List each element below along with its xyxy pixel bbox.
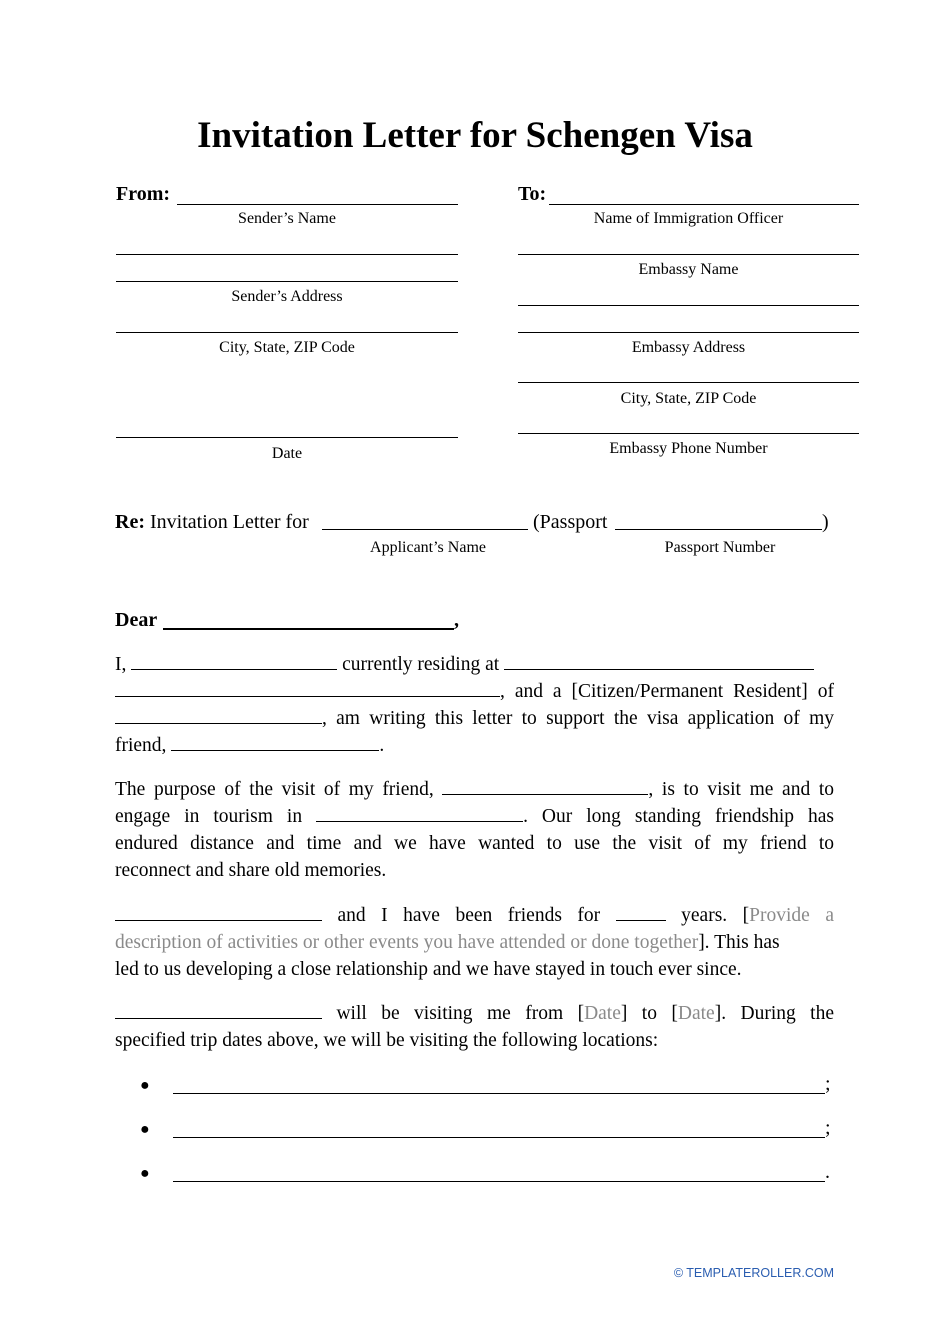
- re-line: [115, 510, 309, 534]
- bullet-icon: ●: [140, 1077, 150, 1094]
- embassy-city-line[interactable]: [518, 382, 859, 383]
- from-label: From:: [116, 183, 171, 205]
- location-end-3: .: [825, 1161, 830, 1183]
- sender-name-caption: Sender’s Name: [238, 210, 336, 227]
- country-blank-2[interactable]: [316, 804, 523, 822]
- p2-text: . Our long standing friendship has: [523, 806, 834, 827]
- years-blank[interactable]: [616, 903, 666, 921]
- to-label: To:: [518, 183, 547, 205]
- p3-text: led to us developing a close relationship and we have stayed in touch ever since.: [115, 959, 742, 980]
- paragraph-1: [115, 651, 834, 759]
- location-end-1: ;: [825, 1073, 831, 1095]
- p4-text: specified trip dates above, we will be visiting the following locations:: [115, 1030, 659, 1051]
- passport-number-line[interactable]: [615, 529, 822, 530]
- sender-address-line-1[interactable]: [116, 254, 458, 255]
- embassy-name-caption: Embassy Name: [638, 261, 739, 278]
- p3-text: years. [: [681, 905, 750, 926]
- location-line-1[interactable]: [173, 1093, 825, 1094]
- bullet-icon: ●: [140, 1165, 150, 1182]
- recipient-name-line[interactable]: [163, 628, 454, 630]
- p1-text: , am writing this letter to support the visa application of my: [322, 708, 834, 729]
- inviter-name-blank[interactable]: [131, 652, 337, 670]
- sender-address-caption: Sender’s Address: [231, 288, 343, 305]
- sender-city-line[interactable]: [116, 332, 458, 333]
- re-text: Invitation Letter for: [149, 511, 309, 533]
- residence-blank-2[interactable]: [115, 679, 500, 697]
- p4-text: ]. During the: [714, 1003, 834, 1024]
- applicant-name-line[interactable]: [322, 529, 528, 530]
- country-blank[interactable]: [115, 706, 322, 724]
- residence-blank[interactable]: [504, 652, 814, 670]
- embassy-phone-line[interactable]: [518, 433, 859, 434]
- dear-label: Dear: [115, 609, 158, 631]
- passport-number-caption: Passport Number: [664, 539, 776, 556]
- passport-open: (Passport: [533, 511, 608, 533]
- friend-name-blank-4[interactable]: [115, 1001, 322, 1019]
- document-title: Invitation Letter for Schengen Visa: [197, 115, 753, 156]
- p3-hint: Provide a: [749, 905, 834, 926]
- p2-text: , is to visit me and to: [648, 779, 835, 800]
- p4-text: ] to [: [620, 1003, 678, 1024]
- sender-city-caption: City, State, ZIP Code: [219, 339, 355, 356]
- p1-text: .: [379, 735, 385, 756]
- start-date-hint: Date: [584, 1003, 621, 1024]
- sender-address-line-2[interactable]: [116, 281, 458, 282]
- location-item-3: [140, 1160, 150, 1186]
- end-date-hint: Date: [677, 1003, 715, 1024]
- p2-text: endured distance and time and we have wanted to use the visit of my friend to: [115, 833, 834, 854]
- embassy-address-line-2[interactable]: [518, 332, 859, 333]
- passport-close: ): [822, 511, 829, 533]
- p1-text: , and a [Citizen/Permanent Resident] of: [500, 681, 834, 702]
- sender-name-line[interactable]: [177, 204, 458, 205]
- location-end-2: ;: [825, 1117, 831, 1139]
- embassy-name-line[interactable]: [518, 254, 859, 255]
- p3-hint: description of activities or other events you have attended or done together: [115, 932, 699, 953]
- location-item-1: [140, 1072, 150, 1098]
- bullet-icon: ●: [140, 1121, 150, 1138]
- p1-text: currently residing at: [342, 654, 500, 675]
- p1-text: I,: [115, 654, 127, 675]
- p2-text: reconnect and share old memories.: [115, 860, 387, 881]
- location-line-3[interactable]: [173, 1181, 825, 1182]
- footer-link[interactable]: © TEMPLATEROLLER.COM: [673, 1266, 834, 1280]
- friend-name-blank[interactable]: [171, 733, 379, 751]
- location-line-2[interactable]: [173, 1137, 825, 1138]
- date-caption: Date: [271, 445, 303, 462]
- re-label: Re:: [115, 511, 145, 533]
- p3-text: ]. This has: [698, 932, 780, 953]
- date-line[interactable]: [116, 437, 458, 438]
- officer-line[interactable]: [549, 204, 859, 205]
- location-item-2: [140, 1116, 150, 1142]
- embassy-address-line-1[interactable]: [518, 305, 859, 306]
- p1-text: friend,: [115, 735, 167, 756]
- applicant-name-caption: Applicant’s Name: [370, 539, 486, 556]
- p2-text: The purpose of the visit of my friend,: [115, 779, 434, 800]
- p2-text: engage in tourism in: [115, 806, 303, 827]
- embassy-address-caption: Embassy Address: [631, 339, 746, 356]
- embassy-city-caption: City, State, ZIP Code: [620, 390, 757, 407]
- dear-comma: ,: [454, 609, 459, 631]
- p4-text: will be visiting me from [: [336, 1003, 585, 1024]
- paragraph-2: [115, 776, 834, 884]
- officer-caption: Name of Immigration Officer: [593, 210, 784, 227]
- friend-name-blank-3[interactable]: [115, 903, 322, 921]
- embassy-phone-caption: Embassy Phone Number: [609, 440, 768, 457]
- paragraph-3: [115, 902, 834, 983]
- paragraph-4: [115, 1000, 834, 1054]
- friend-name-blank-2[interactable]: [442, 777, 648, 795]
- p3-text: and I have been friends for: [337, 905, 601, 926]
